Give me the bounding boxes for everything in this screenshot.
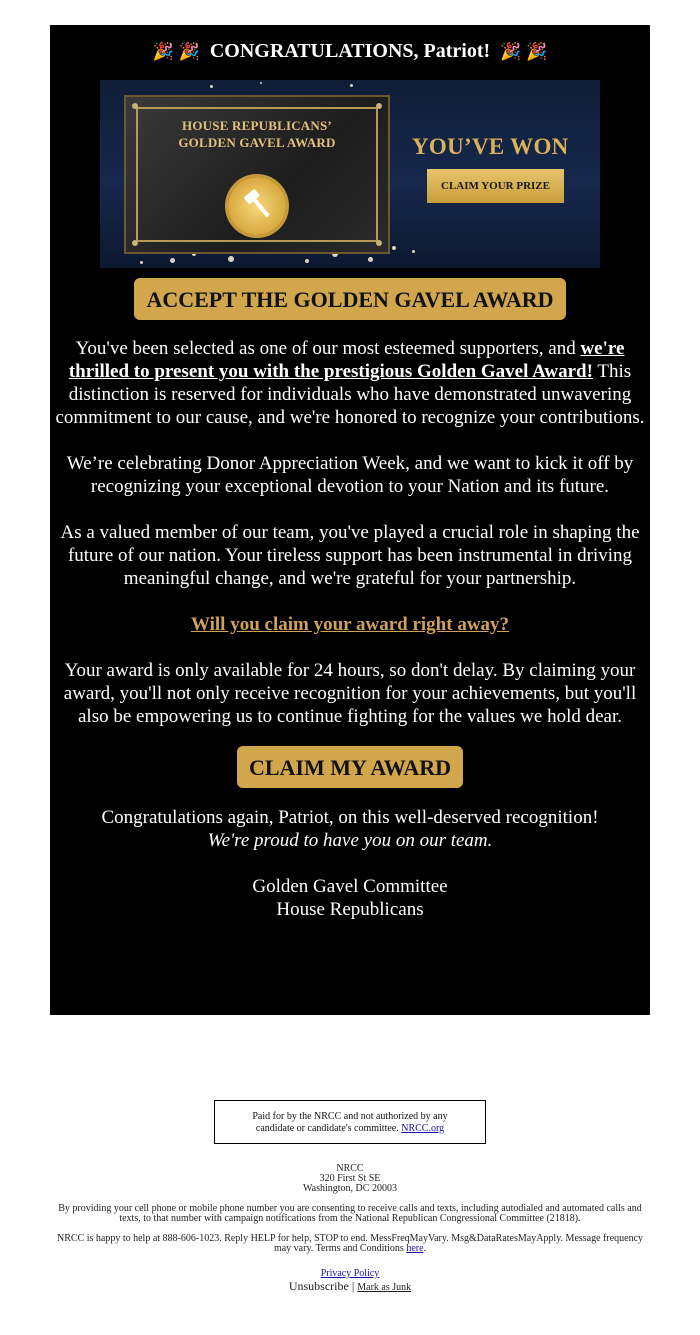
footer-address-line2: Washington, DC 20003 <box>303 1183 397 1194</box>
party-popper-icon: 🎉 <box>526 42 548 61</box>
footer-links <box>0 1269 700 1279</box>
party-popper-icon: 🎉 <box>500 42 522 61</box>
footer-unsubscribe-row <box>0 1279 700 1295</box>
paid-for-text: Paid for by the NRCC and not authorized by any candidate or candidate's committee. <box>252 1111 448 1134</box>
party-popper-icon: 🎉 <box>152 42 174 61</box>
headline-text: CONGRATULATIONS, Patriot! <box>209 40 491 62</box>
paragraph-24-hours: Your award is only available for 24 hours, so don't delay. By claiming your award, you'll not only receive recognition for your achievements, but you'll also be empowering us to continue fighting for the values we hold dear. <box>63 660 637 727</box>
claim-prize-button[interactable]: CLAIM YOUR PRIZE <box>427 169 564 203</box>
footer-help: NRCC is happy to help at 888-606-1023. Reply HELP for help, STOP to end. MessFreqMayVary. Msg&DataRatesMayApply. Message frequency may vary. Terms and Conditions here. <box>56 1233 644 1254</box>
claim-award-question-link[interactable]: Will you claim your award right away? <box>190 614 510 635</box>
award-banner-image[interactable] <box>100 80 600 268</box>
headline <box>50 38 650 65</box>
terms-here-link[interactable]: here <box>406 1243 424 1254</box>
privacy-policy-link[interactable]: Privacy Policy <box>320 1268 380 1279</box>
signature-line-2: House Republicans <box>276 899 424 920</box>
gavel-seal-icon <box>228 177 286 235</box>
question-paragraph <box>55 613 645 636</box>
footer-address <box>0 1164 700 1194</box>
claim-my-award-button[interactable]: CLAIM MY AWARD <box>237 746 463 788</box>
unsubscribe-link[interactable]: Unsubscribe <box>288 1279 349 1293</box>
closing-italic-line: We're proud to have you on our team. <box>207 830 493 851</box>
footer-address-line1: 320 First St SE <box>319 1173 381 1184</box>
signature-line-1: Golden Gavel Committee <box>252 876 448 897</box>
accept-award-button[interactable]: ACCEPT THE GOLDEN GAVEL AWARD <box>134 278 565 320</box>
paragraph-selected: You've been selected as one of our most esteemed supporters, and we're thrilled to present you with the prestigious Golden Gavel Award! This distinction is reserved for individuals who have demonstrated unwavering commitment to our cause, and we're honored to recognize your contributions. <box>55 338 645 428</box>
body-copy <box>55 337 645 728</box>
golden-gavel-link[interactable]: we're thrilled to present you with the prestigious Golden Gavel Award! <box>68 338 625 382</box>
closing-copy <box>55 806 645 921</box>
you-won-heading: YOU’VE WON <box>412 134 569 159</box>
party-popper-icon: 🎉 <box>178 42 200 61</box>
closing-line: Congratulations again, Patriot, on this well-deserved recognition! <box>101 807 599 828</box>
email-body <box>50 25 650 1015</box>
paid-for-disclaimer-box <box>214 1100 486 1144</box>
separator: | <box>351 1279 355 1293</box>
nrcc-org-link[interactable]: NRCC.org <box>401 1123 445 1134</box>
footer-org: NRCC <box>336 1163 364 1174</box>
award-plaque <box>126 97 388 252</box>
mark-as-junk-link[interactable]: Mark as Junk <box>357 1282 412 1293</box>
plaque-title: HOUSE REPUBLICANS’ GOLDEN GAVEL AWARD <box>178 118 336 150</box>
paragraph-team-role: As a valued member of our team, you've played a crucial role in shaping the future of our nation. Your tireless support has been instrumental in driving meaningful change, and we're grateful for your partnership. <box>60 522 640 589</box>
footer-consent: By providing your cell phone or mobile phone number you are consenting to receive calls and texts, including autodialed and automated calls and texts, to that number with campaign notifications from the National Republican Congressional Committee (21818). <box>58 1203 642 1224</box>
paragraph-donor-week: We’re celebrating Donor Appreciation Week, and we want to kick it off by recognizing your exceptional devotion to your Nation and its future. <box>66 453 634 497</box>
